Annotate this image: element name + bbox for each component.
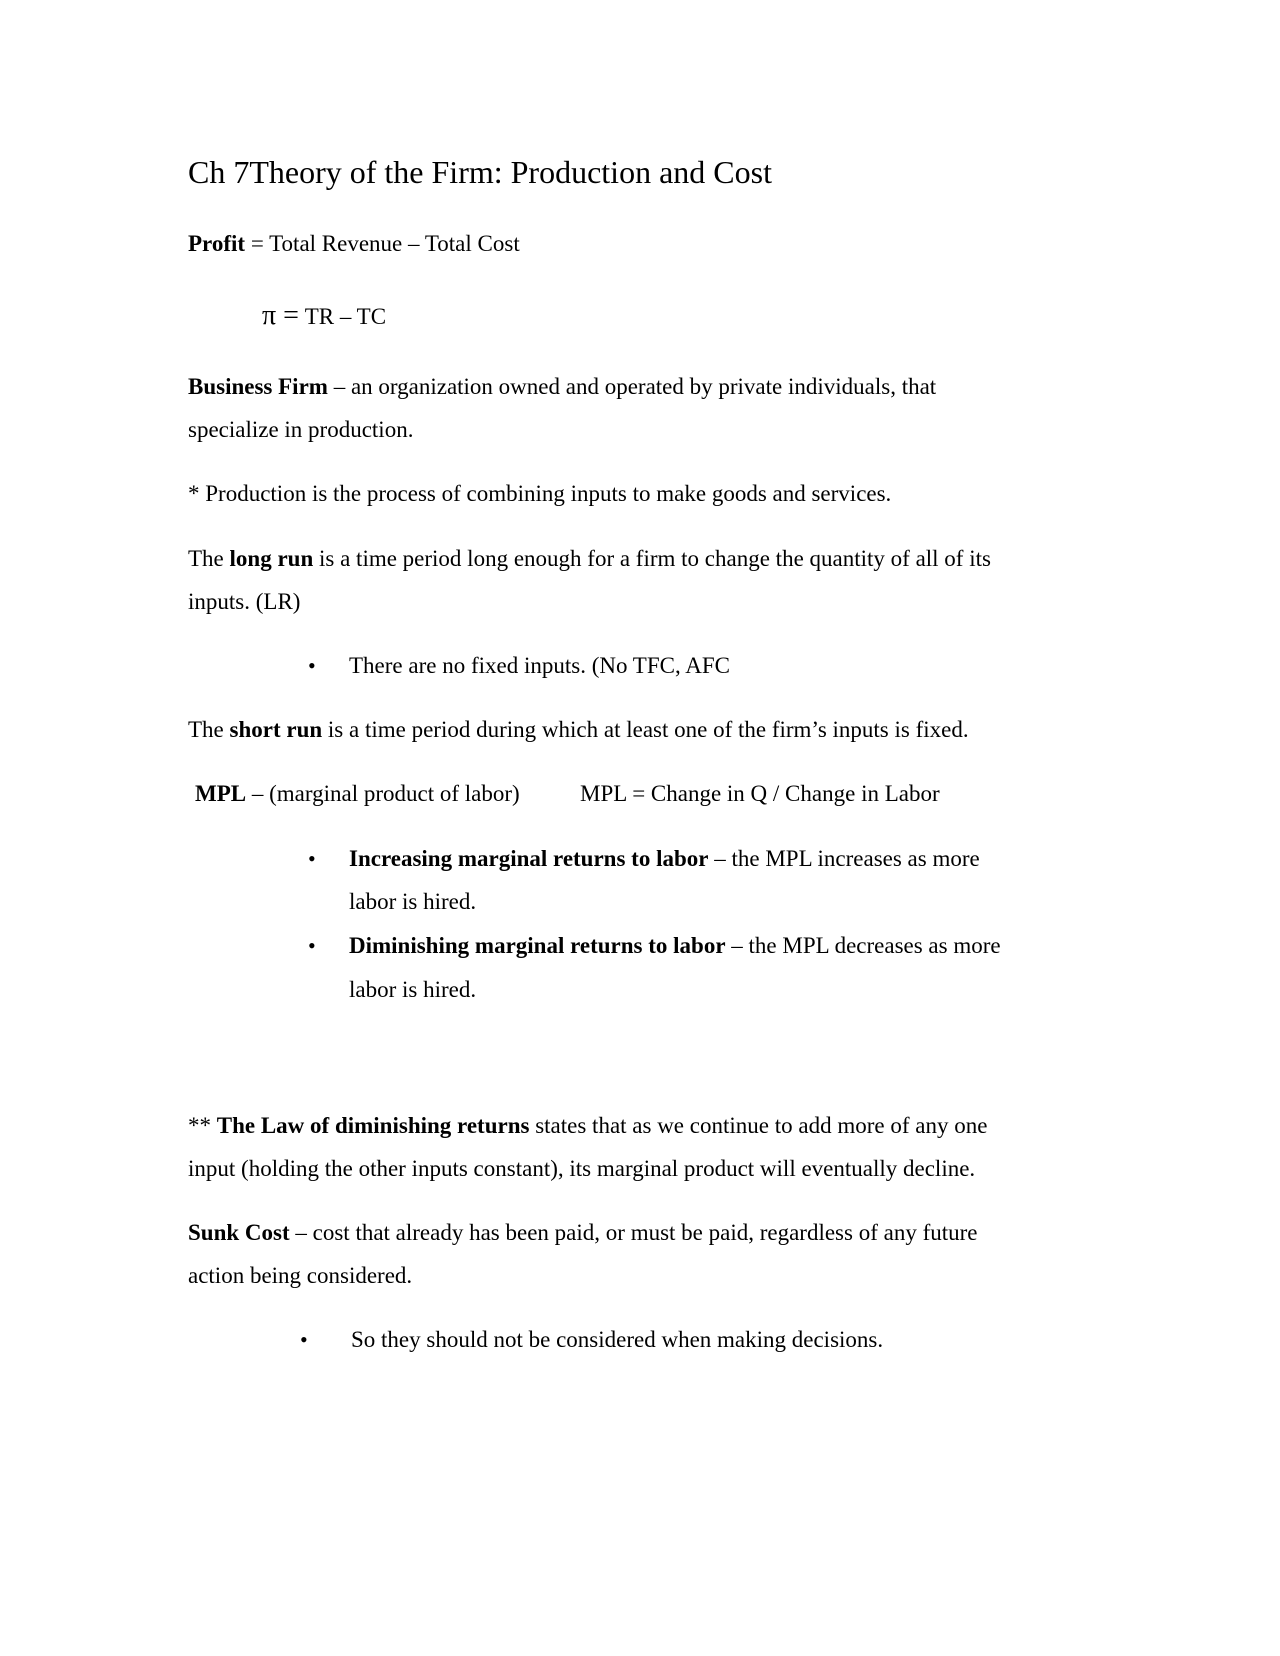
law-prefix: ** (188, 1113, 217, 1138)
business-firm-text-line1: – an organization owned and operated by private individuals, that (327, 374, 937, 399)
bullet-icon: • (300, 1327, 308, 1352)
law-text-line1: states that as we continue to add more of any one (529, 1113, 988, 1138)
diminishing-returns-term: Diminishing marginal returns to labor (349, 933, 726, 958)
law-term: The Law of diminishing returns (216, 1113, 530, 1138)
long-run-definition (188, 545, 991, 573)
long-run-pre: The (188, 546, 230, 571)
business-firm-text-line2: specialize in production. (188, 417, 414, 442)
sunk-cost-definition (188, 1219, 978, 1247)
long-run-term: long run (229, 546, 314, 571)
profit-definition-text: = Total Revenue – Total Cost (245, 231, 520, 256)
increasing-returns-item (349, 845, 980, 873)
short-run-term: short run (229, 717, 323, 742)
diminishing-returns-text-line2: labor is hired. (349, 977, 477, 1002)
profit-term: Profit (188, 231, 246, 256)
sunk-cost-text-line2: action being considered. (188, 1263, 413, 1288)
sunk-cost-text-line1: – cost that already has been paid, or must be paid, regardless of any future (289, 1220, 978, 1245)
short-run-definition (188, 716, 969, 744)
bullet-icon: • (308, 933, 316, 958)
business-firm-definition (188, 373, 936, 401)
increasing-returns-term: Increasing marginal returns to labor (349, 846, 709, 871)
bullet-icon: • (308, 653, 316, 678)
long-run-text-line1: is a time period long enough for a firm to change the quantity of all of its (313, 546, 991, 571)
diminishing-returns-text-line1: – the MPL decreases as more (725, 933, 1001, 958)
production-note: * Production is the process of combining inputs to make goods and services. (188, 481, 892, 506)
long-run-bullet: There are no fixed inputs. (No TFC, AFC (349, 653, 730, 678)
profit-formula-text: TR – TC (298, 304, 387, 329)
diminishing-returns-item (349, 932, 1001, 960)
increasing-returns-text-line2: labor is hired. (349, 889, 477, 914)
mpl-formula: MPL = Change in Q / Change in Labor (580, 781, 940, 806)
mpl-term: MPL (195, 781, 247, 806)
law-text-line2: input (holding the other inputs constant), its marginal product will eventually decline. (188, 1156, 976, 1181)
page-title: Ch 7Theory of the Firm: Production and Cost (188, 154, 772, 190)
profit-definition (188, 230, 520, 258)
pi-symbol: π = (262, 300, 299, 331)
law-of-diminishing-returns (188, 1112, 987, 1140)
increasing-returns-text-line1: – the MPL increases as more (708, 846, 980, 871)
sunk-cost-bullet: So they should not be considered when making decisions. (351, 1327, 884, 1352)
long-run-text-line2: inputs. (LR) (188, 589, 301, 614)
sunk-cost-term: Sunk Cost (188, 1220, 290, 1245)
short-run-text: is a time period during which at least one of the firm’s inputs is fixed. (322, 717, 969, 742)
mpl-text: – (marginal product of labor) (246, 781, 520, 806)
profit-formula (262, 300, 386, 333)
mpl-definition (195, 780, 520, 808)
business-firm-term: Business Firm (188, 374, 328, 399)
bullet-icon: • (308, 846, 316, 871)
short-run-pre: The (188, 717, 230, 742)
